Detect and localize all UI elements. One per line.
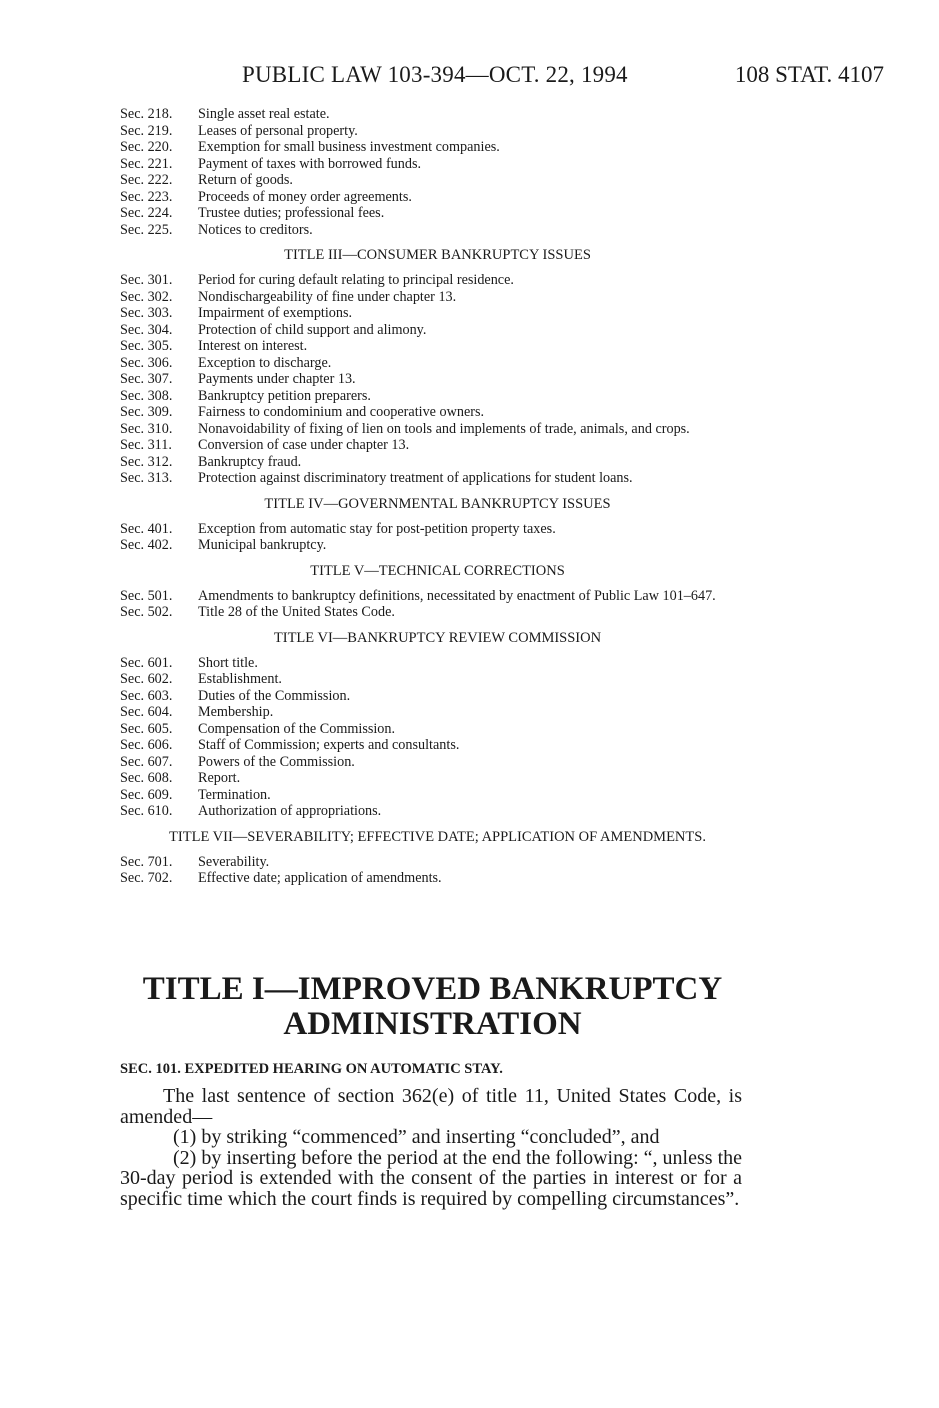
toc-section-title: Amendments to bankruptcy definitions, necessitated by enactment of Public Law 101–647. [198,587,716,604]
toc-section-title: Municipal bankruptcy. [198,537,327,553]
toc-entry [120,770,745,787]
toc-section-number: Sec. 222. [120,172,173,188]
toc-entry [120,123,745,140]
toc-section-title: Trustee duties; professional fees. [198,205,385,221]
toc-title-heading: TITLE VII—SEVERABILITY; EFFECTIVE DATE; APPLICATION OF AMENDMENTS. [169,828,706,845]
toc-section-number: Sec. 608. [120,770,173,786]
section-101-heading: SEC. 101. EXPEDITED HEARING ON AUTOMATIC STAY. [120,1061,503,1077]
table-of-contents [120,106,745,887]
toc-section-number: Sec. 603. [120,687,173,704]
toc-section-title: Authorization of appropriations. [198,803,382,819]
toc-section-number: Sec. 304. [120,321,173,338]
toc-section-title: Bankruptcy fraud. [198,453,302,470]
toc-section-number: Sec. 701. [120,853,173,870]
toc-section-title: Effective date; application of amendments. [198,870,442,886]
toc-section-number: Sec. 502. [120,604,173,620]
toc-section-number: Sec. 402. [120,537,173,553]
toc-entry [120,371,745,388]
toc-title-heading: TITLE VI—BANKRUPTCY REVIEW COMMISSION [273,629,602,646]
toc-entry [120,870,745,887]
toc-section-title: Membership. [198,704,274,720]
toc-section-number: Sec. 312. [120,453,173,470]
toc-entry [120,106,745,123]
toc-section-number: Sec. 311. [120,437,172,453]
toc-group [120,829,745,887]
toc-section-number: Sec. 609. [120,786,173,803]
toc-section-number: Sec. 307. [120,371,173,387]
toc-entry [120,289,745,306]
toc-entry [120,655,745,672]
toc-group [120,496,745,554]
toc-section-number: Sec. 610. [120,803,173,819]
toc-section-title: Bankruptcy petition preparers. [198,387,371,404]
toc-entry [120,704,745,721]
toc-section-number: Sec. 310. [120,420,173,437]
toc-section-number: Sec. 225. [120,221,173,238]
toc-section-title: Exception from automatic stay for post-petition property taxes. [198,520,556,537]
toc-title-heading: TITLE III—CONSUMER BANKRUPTCY ISSUES [284,247,591,263]
toc-section-title: Exception to discharge. [198,354,332,371]
toc-section-title: Report. [198,770,241,786]
toc-section-number: Sec. 220. [120,139,173,155]
toc-entry [120,222,745,239]
toc-entry [120,205,745,222]
toc-section-number: Sec. 606. [120,737,173,753]
toc-entry [120,338,745,355]
toc-section-number: Sec. 221. [120,155,173,172]
toc-entry [120,854,745,871]
toc-section-title: Termination. [198,786,271,803]
toc-section-title: Nondischargeability of fine under chapter 13. [198,288,457,305]
toc-section-title: Exemption for small business investment companies. [198,139,500,155]
toc-section-title: Nonavoidability of fixing of lien on tools and implements of trade, animals, and crops. [198,420,690,437]
toc-entry [120,671,745,688]
toc-group [120,563,745,621]
toc-section-title: Period for curing default relating to principal residence. [198,272,514,288]
toc-section-title: Return of goods. [198,172,293,188]
toc-section-number: Sec. 219. [120,122,173,139]
toc-entry [120,355,745,372]
toc-section-number: Sec. 607. [120,753,173,770]
toc-section-number: Sec. 303. [120,305,173,321]
toc-entry [120,189,745,206]
toc-section-number: Sec. 401. [120,520,173,537]
toc-section-title: Proceeds of money order agreements. [198,188,412,205]
toc-entry [120,437,745,454]
toc-section-number: Sec. 223. [120,188,173,205]
toc-entry [120,272,745,289]
toc-entry [120,388,745,405]
toc-entry [120,172,745,189]
toc-section-title: Protection against discriminatory treatment of applications for student loans. [198,470,633,486]
toc-section-title: Duties of the Commission. [198,687,351,704]
toc-section-number: Sec. 306. [120,354,173,371]
toc-section-number: Sec. 604. [120,704,173,720]
toc-section-title: Leases of personal property. [198,122,358,139]
toc-section-title: Payment of taxes with borrowed funds. [198,155,422,172]
title-i-line2: ADMINISTRATION [283,1006,582,1042]
toc-section-number: Sec. 501. [120,587,173,604]
title-i-line1: TITLE I—IMPROVED BANKRUPTCY [142,971,723,1007]
toc-section-title: Impairment of exemptions. [198,305,353,321]
toc-entry [120,588,745,605]
toc-section-title: Interest on interest. [198,338,308,354]
toc-entry [120,688,745,705]
toc-entry [120,803,745,820]
toc-section-title: Compensation of the Commission. [198,720,396,737]
toc-group [120,247,745,487]
toc-section-number: Sec. 702. [120,870,173,886]
running-header [0,62,939,92]
toc-section-number: Sec. 302. [120,288,173,305]
toc-section-title: Powers of the Commission. [198,753,355,770]
toc-entry [120,421,745,438]
title-i-heading [120,972,745,1042]
toc-entry [120,521,745,538]
toc-entry [120,737,745,754]
toc-section-title: Single asset real estate. [198,106,330,122]
toc-section-number: Sec. 224. [120,205,173,221]
toc-section-title: Payments under chapter 13. [198,371,356,387]
toc-entry [120,156,745,173]
toc-section-number: Sec. 218. [120,106,173,122]
toc-section-title: Conversion of case under chapter 13. [198,437,410,453]
toc-section-number: Sec. 309. [120,404,173,420]
toc-entry [120,754,745,771]
toc-entry [120,404,745,421]
toc-entry [120,305,745,322]
toc-section-title: Fairness to condominium and cooperative owners. [198,404,485,420]
toc-section-number: Sec. 601. [120,654,173,671]
toc-section-title: Severability. [198,853,270,870]
toc-section-title: Staff of Commission; experts and consultants. [198,737,460,753]
header-public-law: PUBLIC LAW 103-394—OCT. 22, 1994 [242,62,628,87]
toc-section-number: Sec. 602. [120,671,173,687]
toc-section-number: Sec. 305. [120,338,173,354]
toc-entry [120,139,745,156]
section-101-paragraph-2: (2) by inserting before the period at the end the following: “, unless the 30-day period is extended with the consent of the parties in interest or for a specific time which the court finds is required by compelling circumstances”. [120,1146,742,1210]
section-101-body [120,1086,742,1209]
toc-title-heading: TITLE V—TECHNICAL CORRECTIONS [310,562,565,579]
toc-section-number: Sec. 308. [120,387,173,404]
section-101-intro: The last sentence of section 362(e) of title 11, United States Code, is amended— [120,1085,742,1128]
toc-section-title: Title 28 of the United States Code. [198,604,395,620]
toc-section-title: Protection of child support and alimony. [198,321,427,338]
toc-entry [120,537,745,554]
toc-group [120,630,745,820]
toc-entry [120,470,745,487]
toc-section-title: Short title. [198,654,258,671]
toc-title-heading: TITLE IV—GOVERNMENTAL BANKRUPTCY ISSUES [264,495,611,512]
section-101-paragraph-1: (1) by striking “commenced” and inserting “concluded”, and [173,1126,660,1148]
header-stat-page: 108 STAT. 4107 [734,62,884,87]
toc-section-number: Sec. 605. [120,720,173,737]
toc-entry [120,787,745,804]
toc-section-title: Notices to creditors. [198,221,313,238]
toc-group [120,106,745,238]
toc-entry [120,721,745,738]
toc-entry [120,604,745,621]
toc-section-title: Establishment. [198,671,282,687]
toc-entry [120,454,745,471]
toc-section-number: Sec. 301. [120,272,173,288]
toc-entry [120,322,745,339]
toc-section-number: Sec. 313. [120,470,173,486]
